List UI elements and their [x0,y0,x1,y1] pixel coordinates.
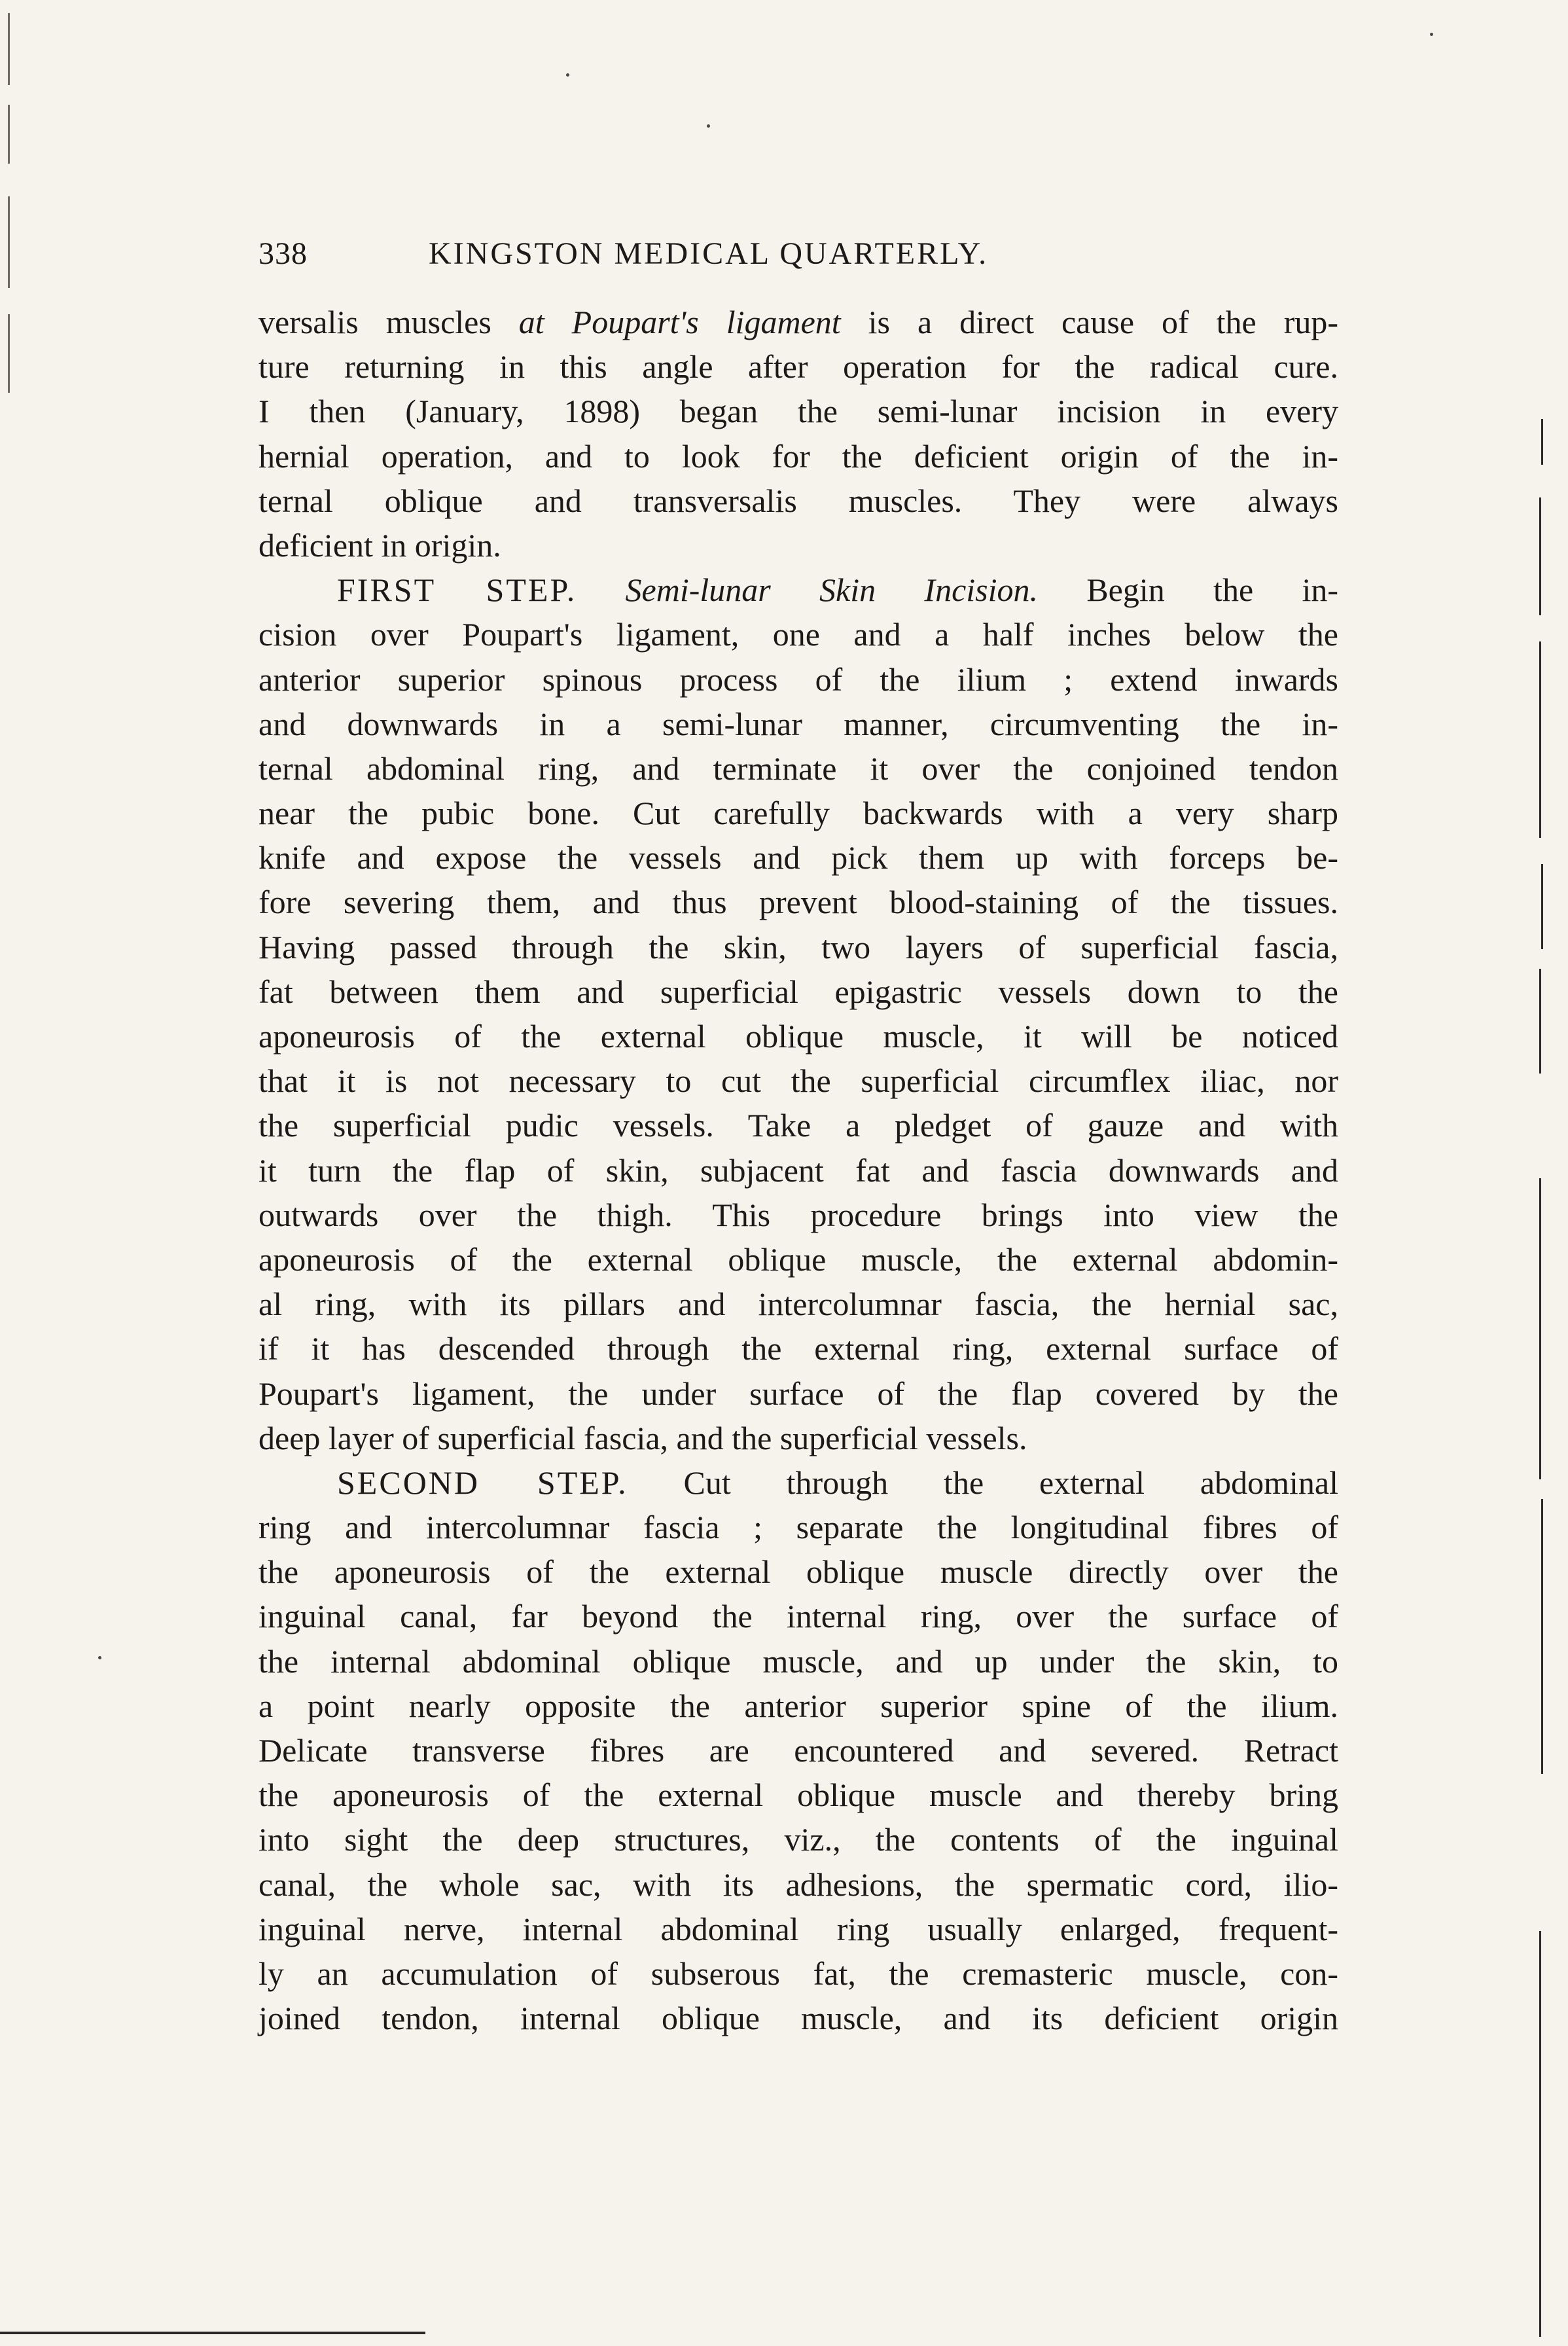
text-run: inguinal canal, far beyond the internal ring, over the surface of [258,1598,1338,1635]
text-run: ture returning in this angle after operation for the radical cure. [258,348,1338,386]
text-line [258,1282,1338,1326]
italic-run: Semi-lunar Skin Incision. [625,571,1039,609]
text-line [258,1148,1338,1193]
right-margin-rule [1539,969,1541,1074]
text-run: fat between them and superficial epigastric vessels down to the [258,973,1338,1010]
text-line [258,880,1338,924]
step-heading: FIRST STEP. [337,571,577,609]
text-run: aponeurosis of the external oblique muscle, it will be noticed [258,1018,1338,1055]
text-run: inguinal nerve, internal abdominal ring usually enlarged, frequent- [258,1910,1338,1947]
text-run: near the pubic bone. Cut carefully backwards with a very sharp [258,795,1338,832]
text-line [258,478,1338,523]
text-line [258,746,1338,791]
text-run: the aponeurosis of the external oblique muscle directly over the [258,1553,1338,1591]
text-line [258,300,1338,344]
text-line [258,1505,1338,1549]
text-line [258,1193,1338,1237]
left-margin-mark [8,13,10,85]
text-line [258,434,1338,478]
text-run: ly an accumulation of subserous fat, the cremasteric muscle, con- [258,1955,1338,1992]
right-margin-rule [1539,497,1541,615]
text-line [258,925,1338,969]
text-run: Cut through the external abdominal [628,1464,1338,1501]
text-line [258,523,1338,568]
left-margin-mark [8,196,10,288]
text-run: ternal oblique and transversalis muscles. They were always [258,482,1338,519]
running-head [258,236,1338,281]
text-line [258,1326,1338,1371]
text-run: hernial operation, and to look for the deficient origin of the in- [258,437,1338,475]
text-run: a point nearly opposite the anterior superior spine of the ilium. [258,1687,1338,1724]
text-line [258,835,1338,880]
text-run: knife and expose the vessels and pick them up with forceps be- [258,839,1338,876]
text-line [258,344,1338,389]
text-line [258,791,1338,835]
text-line [258,1594,1338,1638]
text-run: the superficial pudic vessels. Take a pledget of gauze and with [258,1107,1338,1144]
right-margin-rule [1539,1178,1541,1479]
right-margin-rule [1539,641,1541,838]
text-line [258,657,1338,702]
text-line [258,1951,1338,1996]
text-run: I then (January, 1898) began the semi-lunar incision in every [258,393,1338,430]
ink-speck [98,1656,101,1659]
text-line [258,1416,1338,1460]
text-line [258,1728,1338,1773]
ink-speck [566,73,569,77]
text-run: ring and intercolumnar fascia ; separate the longitudinal fibres of [258,1509,1338,1546]
text-run: joined tendon, internal oblique muscle, and its deficient origin [258,2000,1338,2037]
text-run: the internal abdominal oblique muscle, and up under the skin, to [258,1642,1338,1680]
journal-title: KINGSTON MEDICAL QUARTERLY. [429,236,989,271]
right-margin-rule [1539,1931,1541,2337]
text-run: aponeurosis of the external oblique muscle, the external abdomin- [258,1240,1338,1278]
text-line [258,1014,1338,1058]
page [258,236,1338,2040]
text-run: canal, the whole sac, with its adhesions, the spermatic cord, ilio- [258,1866,1338,1903]
text-line [258,612,1338,657]
text-run: al ring, with its pillars and intercolumnar fascia, the hernial sac, [258,1286,1338,1323]
text-line [258,1371,1338,1416]
left-margin-mark [8,314,10,393]
italic-run: at Poupart's ligament [518,304,841,340]
text-line [258,1549,1338,1594]
text-line [258,1996,1338,2040]
text-run: deep layer of superficial fascia, and the superficial vessels. [258,1419,1027,1456]
text-line [258,1058,1338,1103]
text-run [577,571,625,608]
article-body [258,300,1338,2040]
ink-speck [707,124,710,128]
text-line [258,1907,1338,1951]
text-line [258,1817,1338,1862]
text-line [258,969,1338,1014]
text-run: cision over Poupart's ligament, one and a half inches below the [258,616,1338,653]
text-line [258,568,1338,612]
text-line [258,389,1338,433]
text-run: ternal abdominal ring, and terminate it over the conjoined tendon [258,749,1338,787]
step-heading: SECOND STEP. [337,1464,628,1501]
text-line [258,1460,1338,1505]
text-run: fore severing them, and thus prevent blood-staining of the tissues. [258,884,1338,921]
text-line [258,1773,1338,1817]
text-run: versalis muscles [258,304,519,340]
text-line [258,1862,1338,1907]
text-run: the aponeurosis of the external oblique muscle and thereby bring [258,1777,1338,1814]
text-run: and downwards in a semi-lunar manner, circumventing the in- [258,705,1338,742]
ink-speck [1430,33,1433,36]
right-margin-rule [1541,1499,1543,1774]
text-line [258,1684,1338,1728]
text-run: it turn the flap of skin, subjacent fat and fascia downwards and [258,1151,1338,1189]
text-run: Having passed through the skin, two layers of superficial fascia, [258,928,1338,965]
text-run: Poupart's ligament, the under surface of the flap covered by the [258,1375,1338,1412]
right-margin-rule [1541,419,1543,465]
left-margin-mark [8,105,10,164]
page-number: 338 [258,236,308,271]
text-run: outwards over the thigh. This procedure brings into view the [258,1196,1338,1233]
bottom-edge-rule [0,2332,425,2334]
right-margin-rule [1541,864,1543,949]
text-run: into sight the deep structures, viz., the contents of the inguinal [258,1821,1338,1858]
text-line [258,1103,1338,1147]
text-line [258,1237,1338,1282]
text-run: is a direct cause of the rup- [840,304,1338,340]
text-run: Delicate transverse fibres are encountered and severed. Retract [258,1732,1338,1769]
text-line [258,702,1338,746]
text-run: if it has descended through the external ring, external surface of [258,1330,1338,1367]
text-run: that it is not necessary to cut the superficial circumflex iliac, nor [258,1062,1338,1100]
text-run: deficient in origin. [258,526,501,564]
text-run: Begin the in- [1038,571,1338,609]
text-line [258,1639,1338,1684]
text-run: anterior superior spinous process of the ilium ; extend inwards [258,660,1338,698]
